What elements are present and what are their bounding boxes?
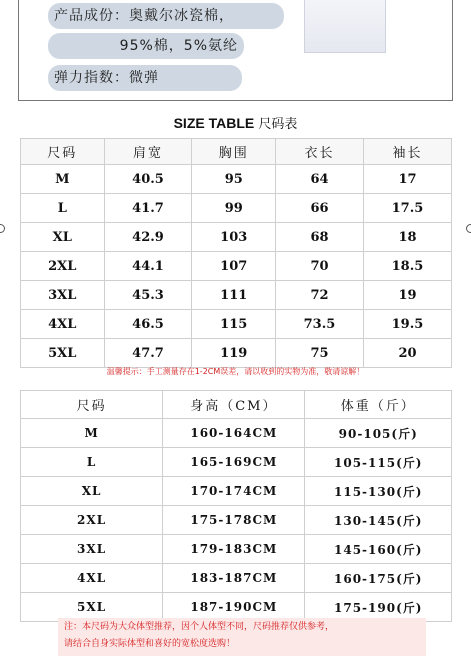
size-table-header-row (21, 139, 452, 165)
table-cell: 3XL (21, 281, 105, 310)
table-cell: 99 (192, 194, 276, 223)
recommendation-note (58, 618, 426, 656)
table-cell: 72 (276, 281, 364, 310)
table-cell: 115-130(斤) (305, 477, 452, 506)
table-cell: 105-115(斤) (305, 448, 452, 477)
table-cell: 68 (276, 223, 364, 252)
table-cell: 18 (363, 223, 451, 252)
table-cell: 95 (192, 165, 276, 194)
table-cell: 66 (276, 194, 364, 223)
note-line-1: 注：本尺码为大众体型推荐，因个人体型不同，尺码推荐仅供参考， (64, 622, 335, 632)
header-size: 尺码 (21, 139, 105, 165)
material-label: 产品成份：奥戴尔冰瓷棉， (48, 3, 284, 29)
table-cell: 160-164CM (163, 419, 305, 448)
table-cell: XL (21, 477, 163, 506)
table-cell: 40.5 (104, 165, 192, 194)
table-cell: 75 (276, 339, 364, 368)
header-length: 衣长 (276, 139, 364, 165)
table-cell: 187-190CM (163, 593, 305, 622)
table-cell: 4XL (21, 564, 163, 593)
table-cell: 19 (363, 281, 451, 310)
table-cell: 19.5 (363, 310, 451, 339)
table-cell: 111 (192, 281, 276, 310)
header-weight: 体重（斤） (305, 391, 452, 419)
edge-handle-right (466, 224, 471, 233)
header-size: 尺码 (21, 391, 163, 419)
table-cell: XL (21, 223, 105, 252)
table-cell: 183-187CM (163, 564, 305, 593)
table-cell: 46.5 (104, 310, 192, 339)
header-shoulder: 肩宽 (104, 139, 192, 165)
material-detail: 95%棉，5%氨纶 (48, 33, 244, 59)
table-cell: 2XL (21, 252, 105, 281)
table-cell: 165-169CM (163, 448, 305, 477)
table-row (21, 252, 452, 281)
table-cell: 3XL (21, 535, 163, 564)
table-cell: 175-178CM (163, 506, 305, 535)
table-cell: 170-174CM (163, 477, 305, 506)
table-cell: 45.3 (104, 281, 192, 310)
table-cell: 103 (192, 223, 276, 252)
table-row (21, 194, 452, 223)
table-cell: 107 (192, 252, 276, 281)
size-table-title-zh: 尺码表 (258, 117, 298, 132)
table-cell: 41.7 (104, 194, 192, 223)
table-row (21, 223, 452, 252)
table-cell: 73.5 (276, 310, 364, 339)
table-row (21, 448, 452, 477)
table-cell: 175-190(斤) (305, 593, 452, 622)
table-cell: 130-145(斤) (305, 506, 452, 535)
product-image (304, 0, 386, 53)
table-cell: 4XL (21, 310, 105, 339)
table-cell: 5XL (21, 593, 163, 622)
table-row (21, 535, 452, 564)
table-cell: M (21, 165, 105, 194)
recommend-table-header-row (21, 391, 452, 419)
table-cell: 179-183CM (163, 535, 305, 564)
table-cell: 18.5 (363, 252, 451, 281)
recommend-table (20, 390, 452, 622)
table-cell: 90-105(斤) (305, 419, 452, 448)
table-cell: 70 (276, 252, 364, 281)
note-line-2: 请结合自身实际体型和喜好的宽松度选购！ (64, 639, 236, 649)
table-row (21, 419, 452, 448)
table-row (21, 339, 452, 368)
elasticity-label: 弹力指数：微弹 (48, 65, 242, 91)
size-table (20, 138, 452, 368)
table-cell: 17 (363, 165, 451, 194)
table-cell: 17.5 (363, 194, 451, 223)
edge-handle-left (0, 224, 5, 233)
table-row (21, 564, 452, 593)
table-row (21, 477, 452, 506)
table-cell: 115 (192, 310, 276, 339)
table-cell: 20 (363, 339, 451, 368)
table-cell: 5XL (21, 339, 105, 368)
header-sleeve: 袖长 (363, 139, 451, 165)
table-cell: 47.7 (104, 339, 192, 368)
table-cell: L (21, 194, 105, 223)
table-row (21, 281, 452, 310)
size-table-title (0, 113, 471, 132)
table-row (21, 310, 452, 339)
size-table-title-en: SIZE TABLE (173, 115, 255, 131)
table-cell: 145-160(斤) (305, 535, 452, 564)
table-row (21, 165, 452, 194)
header-height: 身高（CM） (163, 391, 305, 419)
table-cell: 160-175(斤) (305, 564, 452, 593)
table-cell: 64 (276, 165, 364, 194)
table-cell: 2XL (21, 506, 163, 535)
table-cell: 42.9 (104, 223, 192, 252)
table-cell: 119 (192, 339, 276, 368)
table-cell: M (21, 419, 163, 448)
header-chest: 胸围 (192, 139, 276, 165)
table-cell: L (21, 448, 163, 477)
measurement-tip: 温馨提示：手工测量存在1-2CM误差，请以收到的实物为准，敬请谅解！ (106, 367, 365, 376)
table-cell: 44.1 (104, 252, 192, 281)
table-row (21, 506, 452, 535)
